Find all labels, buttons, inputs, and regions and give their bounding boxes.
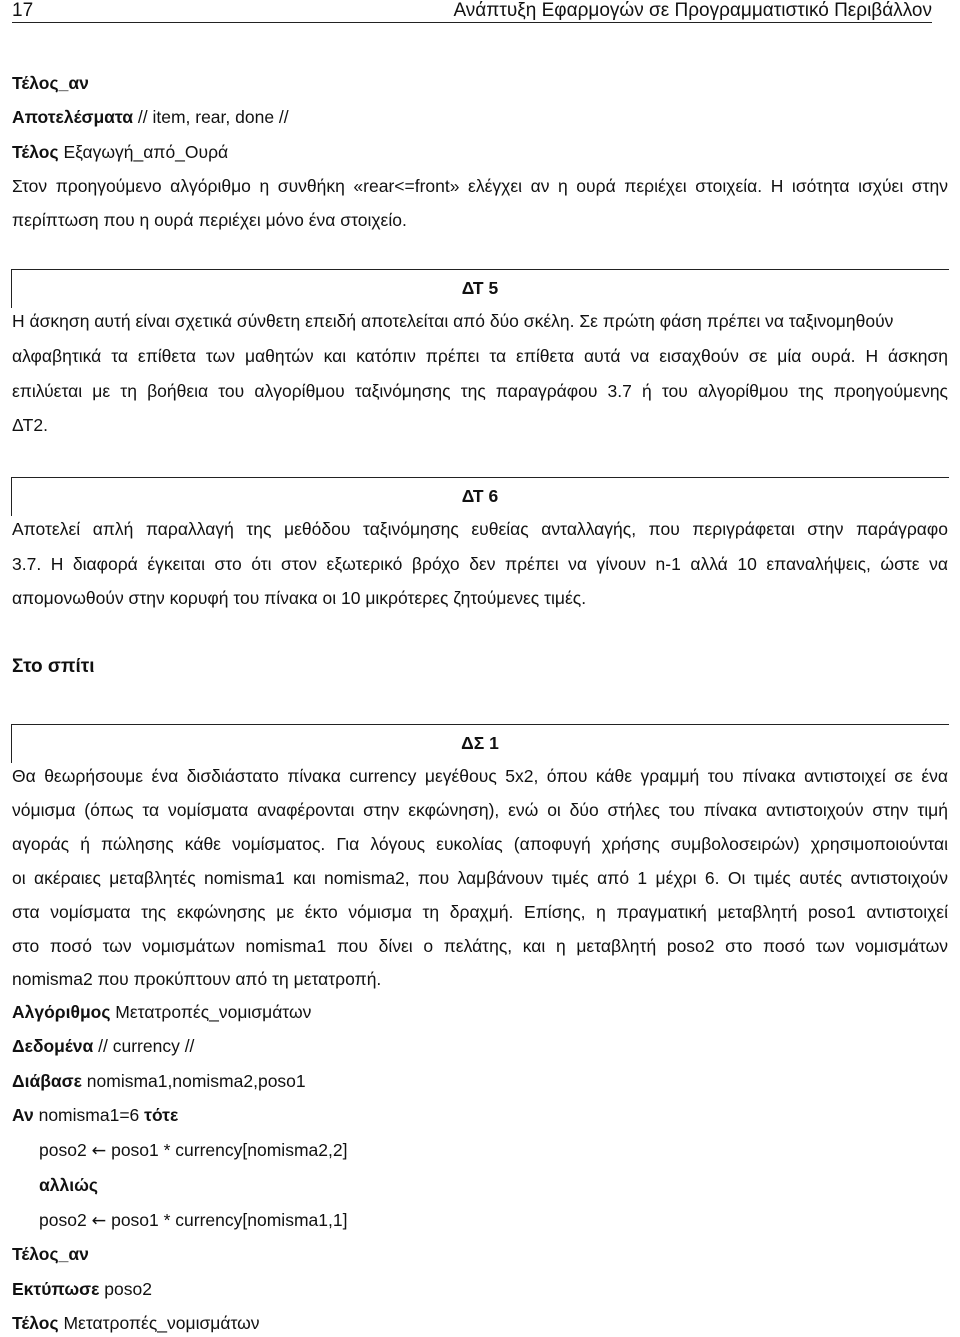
- algo-name: Μετατροπές_νομισμάτων: [110, 1002, 312, 1022]
- left-arrow-icon: ←: [91, 1141, 107, 1161]
- algo-assign-line: [39, 1209, 839, 1232]
- algo-text: poso1 * currency[nomisma2,2]: [106, 1140, 348, 1160]
- keyword: Διάβασε: [12, 1071, 82, 1091]
- page-number: 17: [12, 0, 34, 21]
- end-text: Εξαγωγή_από_Ουρά: [58, 142, 229, 162]
- paragraph-line: στα νομίσματα της εκφώνησης με έκτο νόμισμα τη δραχμή. Επίσης, η πραγματική μεταβλητή poso1 αντιστοιχεί: [12, 902, 948, 922]
- section-title-ds1: ΔΣ 1: [461, 733, 499, 753]
- paragraph-line: απομονωθούν στην κορυφή του πίνακα οι 10 μικρότερες ζητούμενες τιμές.: [12, 588, 587, 608]
- paragraph-line: επιλύεται με τη βοήθεια του αλγορίθμου ταξινόμησης της παραγράφου 3.7 ή του αλγορίθμου της προηγούμενης: [12, 381, 948, 401]
- algo-print-line: [12, 1278, 948, 1300]
- keyword: Δεδομένα: [12, 1036, 94, 1056]
- paragraph-line: αλφαβητικά τα επίθετα των μαθητών και κατόπιν πρέπει τα επίθετα αυτά να εισαχθούν σε μία ουρά. Η άσκηση: [12, 346, 948, 366]
- algo-assign-line: [39, 1139, 839, 1162]
- algo-end-line: [12, 1312, 948, 1334]
- algo-data-line: [12, 1035, 948, 1057]
- algo-text: poso2: [39, 1140, 92, 1160]
- algo-text: poso2: [39, 1210, 92, 1230]
- algo-else-line: [39, 1174, 839, 1196]
- keyword: Τέλος: [12, 142, 59, 162]
- end-if-line: [12, 72, 948, 94]
- paragraph-line: οι ακέραιες μεταβλητές nomisma1 και nomisma2, που λαμβάνουν τιμές από 1 μέχρι 6. Οι τιμές αυτές αντιστοιχούν: [12, 868, 948, 888]
- keyword: αλλιώς: [39, 1175, 98, 1195]
- keyword: Εκτύπωσε: [12, 1279, 100, 1299]
- paragraph-line: περίπτωση που η ουρά περιέχει μόνο ένα στοιχείο.: [12, 210, 407, 230]
- keyword: τότε: [144, 1105, 179, 1125]
- results-text: // item, rear, done //: [133, 107, 289, 127]
- section-title-dt5: ΔΤ 5: [461, 278, 499, 298]
- paragraph-line: Θα θεωρήσουμε ένα δισδιάστατο πίνακα currency μεγέθους 5x2, όπου κάθε γραμμή του πίνακα αντιστοιχεί σε ένα: [12, 766, 948, 786]
- keyword: Αλγόριθμος: [12, 1002, 111, 1022]
- paragraph-line: Η άσκηση αυτή είναι σχετικά σύνθετη επειδή αποτελείται από δύο σκέλη. Σε πρώτη φάση πρέπει να ταξινομηθούν: [12, 311, 894, 331]
- paragraph-line: ΔΤ2.: [12, 415, 48, 435]
- paragraph-line: αγοράς ή πώλησης κάθε νομίσματος. Για λόγους ευκολίας (αποφυγή χρήσης συμβολοσειρών) χρησιμοποιούνται: [12, 834, 948, 854]
- section-title-dt6: ΔΤ 6: [461, 486, 499, 506]
- paragraph-line: στο ποσό των νομισμάτων nomisma1 που δίνει ο πελάτης, και η μεταβλητή poso2 στο ποσό των νομισμάτων: [12, 936, 948, 956]
- left-arrow-icon: ←: [91, 1211, 107, 1231]
- results-line: [12, 106, 948, 128]
- keyword: Τέλος_αν: [12, 73, 89, 93]
- end-line: [12, 141, 948, 163]
- paragraph-line: 3.7. Η διαφορά έγκειται στο ότι στον εξωτερικό βρόχο δεν πρέπει να γίνουν n-1 αλλά 10 επαναλήψεις, ώστε να: [12, 554, 948, 574]
- keyword: Τέλος: [12, 1313, 59, 1333]
- section-heading-home: Στο σπίτι: [12, 656, 95, 677]
- algo-text: poso2: [99, 1279, 152, 1299]
- algo-text: nomisma1,nomisma2,poso1: [81, 1071, 306, 1091]
- algo-read-line: [12, 1070, 948, 1092]
- algo-text: // currency //: [93, 1036, 195, 1056]
- algo-name: Μετατροπές_νομισμάτων: [58, 1313, 260, 1333]
- algo-if-line: [12, 1104, 948, 1126]
- algo-header-line: [12, 1001, 948, 1023]
- paragraph-line: Αποτελεί απλή παραλλαγή της μεθόδου ταξινόμησης ευθείας ανταλλαγής, που περιγράφεται στην παράγραφο: [12, 519, 948, 539]
- page-header: [12, 0, 932, 23]
- algo-text: nomisma1=6: [33, 1105, 145, 1125]
- keyword: Αν: [12, 1105, 34, 1125]
- paragraph-line: nomisma2 που προκύπτουν από τη μετατροπή.: [12, 969, 382, 989]
- book-title: Ανάπτυξη Εφαρμογών σε Προγραμματιστικό Περιβάλλον: [453, 0, 932, 21]
- keyword: Τέλος_αν: [12, 1244, 89, 1264]
- paragraph-line: Στον προηγούμενο αλγόριθμο η συνθήκη «rear<=front» ελέγχει αν η ουρά περιέχει στοιχεία. Η ισότητα ισχύει στην: [12, 176, 948, 196]
- algo-end-if-line: [12, 1243, 948, 1265]
- algo-text: poso1 * currency[nomisma1,1]: [106, 1210, 348, 1230]
- paragraph-line: νόμισμα (όπως τα νομίσματα αναφέρονται στην εκφώνηση), ενώ οι δύο στήλες του πίνακα αντιστοιχούν στην τιμή: [12, 800, 948, 820]
- keyword: Αποτελέσματα: [12, 107, 134, 127]
